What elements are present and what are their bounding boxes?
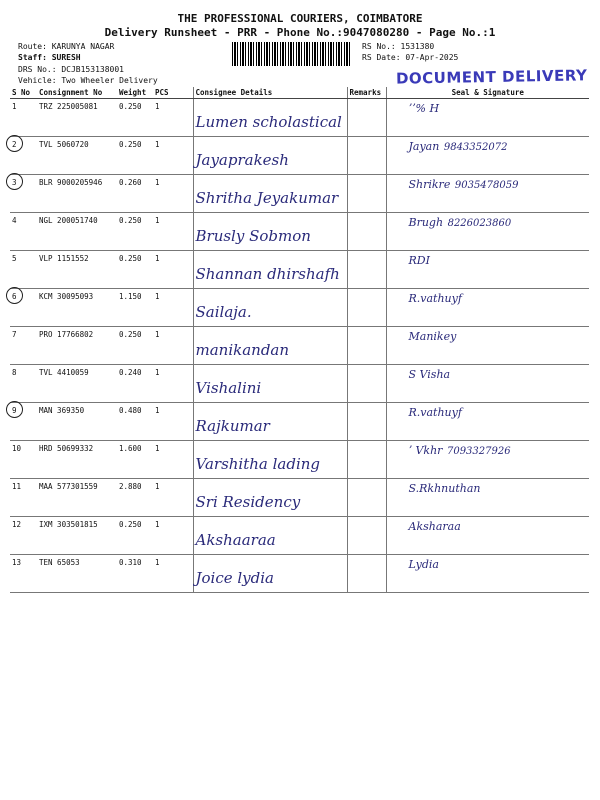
consignee-cell: Sri Residency bbox=[193, 479, 347, 517]
pcs-cell: 1 bbox=[153, 175, 193, 213]
handwritten-signature: ʼ Vkhr bbox=[408, 444, 443, 457]
remarks-cell bbox=[347, 365, 386, 403]
sno-text: 5 bbox=[12, 254, 17, 263]
handwritten-phone: 9843352072 bbox=[443, 142, 508, 153]
table-row bbox=[10, 213, 589, 251]
remarks-cell bbox=[347, 441, 386, 479]
weight-cell: 0.480 bbox=[117, 403, 153, 441]
weight-cell: 0.240 bbox=[117, 365, 153, 403]
col-header-signature: Seal & Signature bbox=[386, 87, 589, 99]
route-field: Route: KARUNYA NAGAR bbox=[18, 42, 115, 51]
sno-text: 9 bbox=[12, 406, 17, 415]
handwritten-signature: Jayan bbox=[408, 140, 440, 153]
pcs-cell: 1 bbox=[153, 213, 193, 251]
signature-cell bbox=[386, 555, 589, 593]
weight-cell: 1.150 bbox=[117, 289, 153, 327]
barcode-image bbox=[232, 42, 352, 66]
handwritten-signature: R.vathuyf bbox=[408, 406, 462, 419]
sno-cell bbox=[10, 99, 37, 137]
signature-cell bbox=[386, 365, 589, 403]
signature-cell bbox=[386, 479, 589, 517]
consignment-cell: TVL 5060720 bbox=[37, 137, 117, 175]
consignment-cell: TEN 65053 bbox=[37, 555, 117, 593]
handwritten-signature: Brugh bbox=[408, 216, 444, 229]
remarks-cell bbox=[347, 251, 386, 289]
sno-cell bbox=[10, 441, 37, 479]
weight-cell: 1.600 bbox=[117, 441, 153, 479]
pcs-cell: 1 bbox=[153, 479, 193, 517]
remarks-cell bbox=[347, 479, 386, 517]
col-header-consignee: Consignee Details bbox=[193, 87, 347, 99]
table-row bbox=[10, 327, 589, 365]
weight-cell: 0.250 bbox=[117, 327, 153, 365]
weight-cell: 0.310 bbox=[117, 555, 153, 593]
signature-cell bbox=[386, 289, 589, 327]
sno-text: 2 bbox=[12, 140, 17, 149]
pcs-cell: 1 bbox=[153, 517, 193, 555]
consignment-cell: IXM 303501815 bbox=[37, 517, 117, 555]
sno-text: 6 bbox=[12, 292, 17, 301]
handwritten-signature: Manikey bbox=[408, 330, 457, 343]
consignment-cell: VLP 1151552 bbox=[37, 251, 117, 289]
sno-text: 8 bbox=[12, 368, 17, 377]
col-header-remarks: Remarks bbox=[347, 87, 386, 99]
handwritten-signature: Shrikre bbox=[408, 178, 451, 191]
consignment-cell: KCM 30095093 bbox=[37, 289, 117, 327]
runsheet-table bbox=[10, 87, 589, 593]
consignee-cell: Jayaprakesh bbox=[193, 137, 347, 175]
table-row bbox=[10, 479, 589, 517]
handwritten-signature: S.Rkhnuthan bbox=[408, 482, 481, 495]
table-row bbox=[10, 441, 589, 479]
runsheet-subtitle: Delivery Runsheet - PRR - Phone No.:9047080280 - Page No.:1 bbox=[104, 26, 496, 39]
handwritten-phone: 7093327926 bbox=[446, 446, 511, 457]
sno-text: 3 bbox=[12, 178, 17, 187]
pcs-cell: 1 bbox=[153, 441, 193, 479]
pcs-cell: 1 bbox=[153, 403, 193, 441]
consignee-cell: Akshaaraa bbox=[193, 517, 347, 555]
pcs-cell: 1 bbox=[153, 365, 193, 403]
signature-cell bbox=[386, 327, 589, 365]
pcs-cell: 1 bbox=[153, 137, 193, 175]
consignee-cell: Shannan dhirshafh bbox=[193, 251, 347, 289]
table-row bbox=[10, 175, 589, 213]
sno-cell bbox=[10, 137, 37, 175]
table-row bbox=[10, 517, 589, 555]
sno-text: 1 bbox=[12, 102, 17, 111]
table-row bbox=[10, 99, 589, 137]
table-row bbox=[10, 403, 589, 441]
consignee-cell: Lumen scholastical bbox=[193, 99, 347, 137]
consignee-cell: manikandan bbox=[193, 327, 347, 365]
table-row bbox=[10, 251, 589, 289]
handwritten-signature: S Visha bbox=[408, 368, 451, 381]
remarks-cell bbox=[347, 213, 386, 251]
remarks-cell bbox=[347, 403, 386, 441]
remarks-cell bbox=[347, 327, 386, 365]
consignee-cell: Joice lydia bbox=[193, 555, 347, 593]
consignee-cell: Sailaja. bbox=[193, 289, 347, 327]
document-delivery-stamp: DOCUMENT DELIVERY bbox=[395, 66, 588, 88]
pcs-cell: 1 bbox=[153, 555, 193, 593]
weight-cell: 0.260 bbox=[117, 175, 153, 213]
pcs-cell: 1 bbox=[153, 289, 193, 327]
signature-cell bbox=[386, 441, 589, 479]
consignee-cell: Vishalini bbox=[193, 365, 347, 403]
col-header-sno: S No bbox=[10, 87, 37, 99]
consignee-cell: Rajkumar bbox=[193, 403, 347, 441]
weight-cell: 0.250 bbox=[117, 137, 153, 175]
consignee-cell: Varshitha lading bbox=[193, 441, 347, 479]
weight-cell: 0.250 bbox=[117, 213, 153, 251]
signature-cell bbox=[386, 175, 589, 213]
handwritten-phone: 9035478059 bbox=[454, 180, 519, 191]
weight-cell: 0.250 bbox=[117, 517, 153, 555]
consignment-cell: TVL 4410059 bbox=[37, 365, 117, 403]
remarks-cell bbox=[347, 137, 386, 175]
consignment-cell: NGL 200051740 bbox=[37, 213, 117, 251]
signature-cell bbox=[386, 137, 589, 175]
sno-cell bbox=[10, 403, 37, 441]
col-header-consignment: Consignment No bbox=[37, 87, 117, 99]
col-header-weight: Weight bbox=[117, 87, 153, 99]
consignment-cell: MAA 577301559 bbox=[37, 479, 117, 517]
table-row bbox=[10, 137, 589, 175]
table-row bbox=[10, 289, 589, 327]
remarks-cell bbox=[347, 555, 386, 593]
remarks-cell bbox=[347, 517, 386, 555]
col-header-pcs: PCS bbox=[153, 87, 193, 99]
sno-cell bbox=[10, 213, 37, 251]
signature-cell bbox=[386, 517, 589, 555]
table-row bbox=[10, 365, 589, 403]
sno-text: 13 bbox=[12, 558, 22, 567]
pcs-cell: 1 bbox=[153, 251, 193, 289]
handwritten-circle-mark bbox=[6, 287, 23, 304]
sno-text: 4 bbox=[12, 216, 17, 225]
handwritten-signature: R.vathuyf bbox=[408, 292, 462, 305]
rs-date: RS Date: 07-Apr-2025 bbox=[362, 53, 459, 62]
handwritten-circle-mark bbox=[6, 173, 23, 190]
sno-text: 10 bbox=[12, 444, 22, 453]
sno-text: 11 bbox=[12, 482, 22, 491]
drs-number: DRS No.: DCJB153138001 bbox=[18, 65, 124, 74]
consignment-cell: HRD 50699332 bbox=[37, 441, 117, 479]
signature-cell bbox=[386, 251, 589, 289]
sno-cell bbox=[10, 479, 37, 517]
consignment-cell: TRZ 225005081 bbox=[37, 99, 117, 137]
signature-cell bbox=[386, 403, 589, 441]
weight-cell: 2.880 bbox=[117, 479, 153, 517]
consignment-cell: BLR 9000205946 bbox=[37, 175, 117, 213]
staff-field: Staff: SURESH bbox=[18, 53, 81, 62]
signature-cell bbox=[386, 213, 589, 251]
pcs-cell: 1 bbox=[153, 327, 193, 365]
weight-cell: 0.250 bbox=[117, 99, 153, 137]
sno-cell bbox=[10, 327, 37, 365]
sno-cell bbox=[10, 555, 37, 593]
handwritten-signature: ʼʼ% H bbox=[408, 102, 440, 115]
company-title: THE PROFESSIONAL COURIERS, COIMBATORE bbox=[177, 12, 423, 25]
consignment-cell: PRO 17766802 bbox=[37, 327, 117, 365]
vehicle-field: Vehicle: Two Wheeler Delivery bbox=[18, 76, 158, 85]
consignee-cell: Brusly Sobmon bbox=[193, 213, 347, 251]
handwritten-signature: Lydia bbox=[408, 558, 439, 571]
table-row bbox=[10, 555, 589, 593]
handwritten-circle-mark bbox=[6, 135, 23, 152]
sno-cell bbox=[10, 517, 37, 555]
pcs-cell: 1 bbox=[153, 99, 193, 137]
signature-cell bbox=[386, 99, 589, 137]
sno-cell bbox=[10, 175, 37, 213]
handwritten-signature: Aksharaa bbox=[408, 520, 461, 533]
sno-cell bbox=[10, 289, 37, 327]
table-header-row bbox=[10, 87, 589, 99]
remarks-cell bbox=[347, 289, 386, 327]
consignment-cell: MAN 369350 bbox=[37, 403, 117, 441]
consignee-cell: Shritha Jeyakumar bbox=[193, 175, 347, 213]
remarks-cell bbox=[347, 175, 386, 213]
handwritten-phone: 8226023860 bbox=[447, 218, 512, 229]
handwritten-signature: RDI bbox=[408, 254, 430, 267]
rs-number: RS No.: 1531380 bbox=[362, 42, 435, 51]
handwritten-circle-mark bbox=[6, 401, 23, 418]
weight-cell: 0.250 bbox=[117, 251, 153, 289]
remarks-cell bbox=[347, 99, 386, 137]
sno-text: 7 bbox=[12, 330, 17, 339]
sno-cell bbox=[10, 365, 37, 403]
sno-text: 12 bbox=[12, 520, 22, 529]
sno-cell bbox=[10, 251, 37, 289]
